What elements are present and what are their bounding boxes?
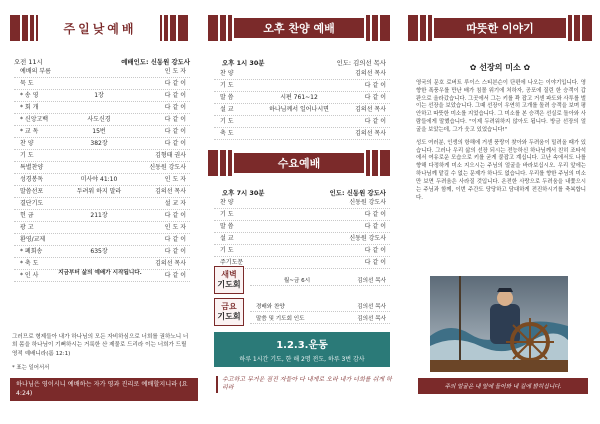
story-paragraph: 영국의 문호 로버트 루이스 스티븐슨이 단편에 나오는 이야기입니다. 영향한 폭풍우를 만난 배가 침몰 위기에 처하자, 공포에 질린 한 승객이 갑판으로 올라갔습니다. 그곳에서 그는 키를 꽉 잡고 거센 파도와 사투를 벌이는 선장을 보았습니다. 그때 선장이 우연히 고개를 돌려 승객을 보며 평안하고 따뜻한 미소를 지었습니다. 그 미소를 본 승객은 선실로 돌아와 사람들에게 말했습니다. "이제 두려워하지 않아도 됩니다. 방금 선장의 얼굴을 보았는데, 그가 웃고 있었습니다!" bbox=[416, 80, 586, 133]
header-stripes-right bbox=[364, 150, 392, 176]
john-verse-banner: 하나님은 영이시니 예배하는 자가 영과 진리로 예배할지니라 (요4:24) bbox=[10, 378, 198, 401]
header-stripes-right bbox=[364, 15, 392, 41]
wednesday-worship-header bbox=[208, 150, 392, 176]
order-row: 말 씀 시편 761~12 다 같 이 bbox=[214, 92, 390, 104]
afternoon-worship-time: 오후 1시 30분 bbox=[222, 59, 265, 67]
123-movement-box bbox=[214, 332, 390, 367]
order-row: 기 도 김형태 권사 bbox=[14, 150, 190, 162]
order-row: 특별찬양 신동원 강도사 bbox=[14, 162, 190, 174]
wednesday-worship-time: 오후 7시 30분 bbox=[222, 189, 265, 197]
header-stripes-right bbox=[566, 15, 594, 41]
romans-quote: 그러므로 형제들아 내가 하나님의 모든 자비하심으로 너희를 권하노니 너희 몸을 하나님이 기뻐하시는 거룩한 산 제물로 드리라 이는 너희가 드릴 영적 예배니라(롬 12:1) bbox=[12, 334, 189, 357]
friday-prayer-row: 경배와 찬양 김의선 목사 bbox=[250, 300, 390, 312]
captain-at-wheel-illustration bbox=[430, 276, 568, 372]
warm-story-title: 따뜻한 이야기 bbox=[434, 18, 566, 38]
flower-icon: ✿ bbox=[523, 63, 531, 72]
order-row: * 인 사 다 같 이 bbox=[14, 270, 190, 282]
story-caption: 주의 얼굴은 내 앞에 들어와 내 길에 밝히십니다. bbox=[418, 378, 588, 394]
afternoon-order-list bbox=[214, 68, 390, 140]
dawn-prayer-row: 월~금 6시 김의선 목사 bbox=[250, 274, 390, 286]
order-row: 찬 양 김의선 목사 bbox=[214, 68, 390, 80]
sunday-worship-title: 주일낮예배 bbox=[63, 21, 137, 36]
order-row: 환영/교제 다 같 이 bbox=[14, 234, 190, 246]
order-row: 찬 양 382장 다 같 이 bbox=[14, 138, 190, 150]
order-row: 찬 양 신동원 강도사 bbox=[214, 197, 390, 209]
order-row: 예배의 부름 인 도 자 bbox=[14, 66, 190, 78]
order-row: 헌 금 211장 다 같 이 bbox=[14, 210, 190, 222]
order-row: 결단기도 설 교 자 bbox=[14, 198, 190, 210]
column-sunday-worship bbox=[0, 0, 200, 424]
order-row: 기 도 다 같 이 bbox=[214, 209, 390, 221]
wednesday-worship-leader: 인도: 신동원 강도사 bbox=[329, 189, 386, 197]
friday-prayer-section bbox=[214, 298, 390, 326]
order-row: * 회 개 다 같 이 bbox=[14, 102, 190, 114]
warm-story-header bbox=[408, 15, 594, 41]
story-paragraph: 성도 여러분, 인생의 항해에 거센 풍랑이 찾아와 두려움이 밀려올 때가 있습니다. 그러나 우리 삶의 선장 되시는 전능하신 하나님께서 친히 조타석에서 여유로운 모습으로 키를 굳게 붙잡고 계십니다. 고난 속에서도 나를 향해 다정하게 미소 지으시는 주님의 얼굴을 바라보십시오. 우리 앞에는 하나님께 맡길 수 없는 문제가 하나도 없습니다. 우리를 향한 주님의 미소만 보면 두려움은 사라질 것입니다. 온전한 사랑으로 두려움을 내쫓으시는 주님과 함께, 이번 주간도 당당하고 담대하게 전진하시기를 축복합니다. bbox=[416, 139, 586, 201]
closing-text: 지금부터 삶의 예배가 시작됩니다. bbox=[58, 270, 142, 276]
afternoon-worship-meta bbox=[222, 58, 386, 67]
header-stripes-left bbox=[408, 15, 434, 41]
sunday-worship-time: 오전 11시 bbox=[14, 58, 43, 66]
order-row: 설 교 하나님께서 일어나시면 김의선 목사 bbox=[214, 104, 390, 116]
sunday-worship-meta bbox=[14, 57, 190, 66]
column-other-worship bbox=[202, 0, 398, 424]
friday-prayer-row: 말씀 및 기도회 인도 김의선 목사 bbox=[250, 312, 390, 324]
order-row: 기 도 다 같 이 bbox=[214, 116, 390, 128]
order-row: * 폐회송 635장 다 같 이 bbox=[14, 246, 190, 258]
order-row: 주기도문 다 같 이 bbox=[214, 257, 390, 269]
sunday-worship-header bbox=[10, 15, 190, 41]
wednesday-worship-title: 수요예배 bbox=[234, 153, 364, 173]
order-row: * 교 독 15번 다 같 이 bbox=[14, 126, 190, 138]
wednesday-worship-meta bbox=[222, 188, 386, 197]
header-stripes-left bbox=[208, 150, 234, 176]
order-row: 말씀선포 두려워 하지 말라 김의선 목사 bbox=[14, 186, 190, 198]
dawn-prayer-label: 새벽 기도회 bbox=[214, 266, 244, 294]
order-row: 성경봉독 미사야 41:10 인 도 자 bbox=[14, 174, 190, 186]
sunday-worship-leader: 예배인도: 신동원 강도사 bbox=[121, 58, 190, 66]
order-row: 말 씀 다 같 이 bbox=[214, 221, 390, 233]
standing-footnote: * 표는 일어서서 bbox=[12, 365, 50, 371]
header-stripes-right bbox=[160, 15, 190, 41]
order-row: * 축 도 김의선 목사 bbox=[14, 258, 190, 270]
order-row: 광 고 인 도 자 bbox=[14, 222, 190, 234]
dawn-prayer-section bbox=[214, 266, 390, 294]
order-row: * 송 영 1장 다 같 이 bbox=[14, 90, 190, 102]
order-row: 설 교 신동원 강도사 bbox=[214, 233, 390, 245]
header-stripes-left bbox=[208, 15, 234, 41]
story-title: ✿ 선장의 미소 ✿ bbox=[469, 63, 531, 72]
afternoon-worship-leader: 인도: 김의선 목사 bbox=[336, 59, 386, 67]
order-row: 축 도 김의선 목사 bbox=[214, 128, 390, 140]
afternoon-worship-header bbox=[208, 15, 392, 41]
movement-description: 하루 1시간 기도, 한 해 2명 전도, 하루 3번 감사 bbox=[239, 356, 365, 363]
order-row: * 신앙고백 사도신경 다 같 이 bbox=[14, 114, 190, 126]
friday-prayer-label: 금요 기도회 bbox=[214, 298, 244, 326]
wednesday-order-list bbox=[214, 197, 390, 269]
flower-icon: ✿ bbox=[469, 63, 477, 72]
order-row: 묵 도 다 같 이 bbox=[14, 78, 190, 90]
column-warm-story bbox=[400, 0, 600, 424]
matthew-verse: 수고하고 무거운 짐진 자들아 다 내게로 오라 내가 너희를 쉬게 하리라 bbox=[216, 376, 392, 393]
story-body bbox=[416, 80, 586, 207]
order-row: 기 도 다 같 이 bbox=[214, 245, 390, 257]
afternoon-worship-title: 오후 찬양 예배 bbox=[234, 18, 364, 38]
header-stripes-left bbox=[10, 15, 40, 41]
sunday-order-list bbox=[14, 66, 190, 282]
movement-title: 1.2.3.운동 bbox=[276, 340, 328, 351]
order-row: 기 도 다 같 이 bbox=[214, 80, 390, 92]
